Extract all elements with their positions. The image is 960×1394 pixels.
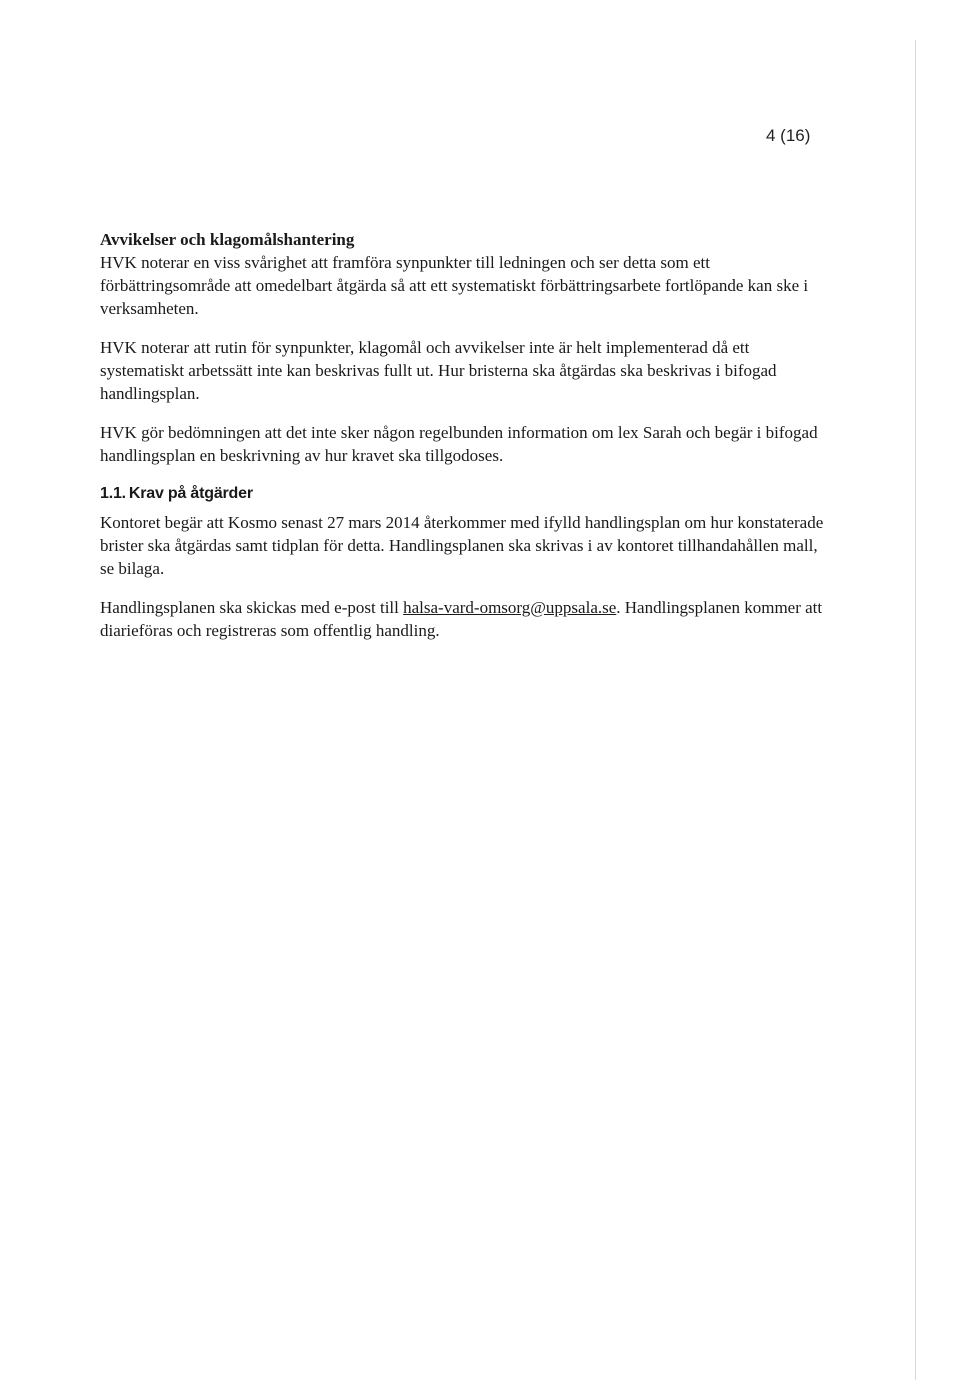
- document-body: [100, 229, 825, 658]
- paragraph-avvikelser-3: HVK gör bedömningen att det inte sker någon regelbunden information om lex Sarah och begär i bifogad handlingsplan en beskrivning av hur kravet ska tillgodoses.: [100, 423, 818, 465]
- page-number: 4 (16): [766, 126, 811, 145]
- paragraph-krav-2: [100, 596, 825, 642]
- page-edge-line: [915, 40, 916, 1380]
- paragraph-avvikelser-2: HVK noterar att rutin för synpunkter, klagomål och avvikelser inte är helt implementerad då ett systematiskt arbetssätt inte kan beskrivas fullt ut. Hur bristerna ska åtgärdas ska beskrivas i bifogad handlingsplan.: [100, 338, 777, 403]
- section-title: Krav på åtgärder: [128, 485, 253, 502]
- paragraph-avvikelser-1: HVK noterar en viss svårighet att framföra synpunkter till ledningen och ser detta som ett förbättringsområde att omedelbart åtgärda så att ett systematiskt förbättringsarbete fortlöpande kan ske i verksamheten.: [100, 253, 809, 318]
- section-number: 1.1.: [100, 485, 126, 502]
- section-heading-krav: [100, 483, 825, 505]
- section-heading-avvikelser: Avvikelser och klagomålshantering: [100, 230, 355, 249]
- paragraph-krav-1: Kontoret begär att Kosmo senast 27 mars 2014 återkommer med ifylld handlingsplan om hur konstaterade brister ska åtgärdas samt tidplan för detta. Handlingsplanen ska skrivas i av kontoret tillhandahållen mall, se bilaga.: [100, 513, 824, 578]
- email-link[interactable]: halsa-vard-omsorg@uppsala.se: [403, 598, 617, 617]
- paragraph-krav-2-start: Handlingsplanen ska skickas med e-post till: [100, 598, 404, 617]
- paragraph-krav-2-end: . Handlingsplanen kommer att diarieföras och registreras som offentlig handling.: [100, 598, 823, 640]
